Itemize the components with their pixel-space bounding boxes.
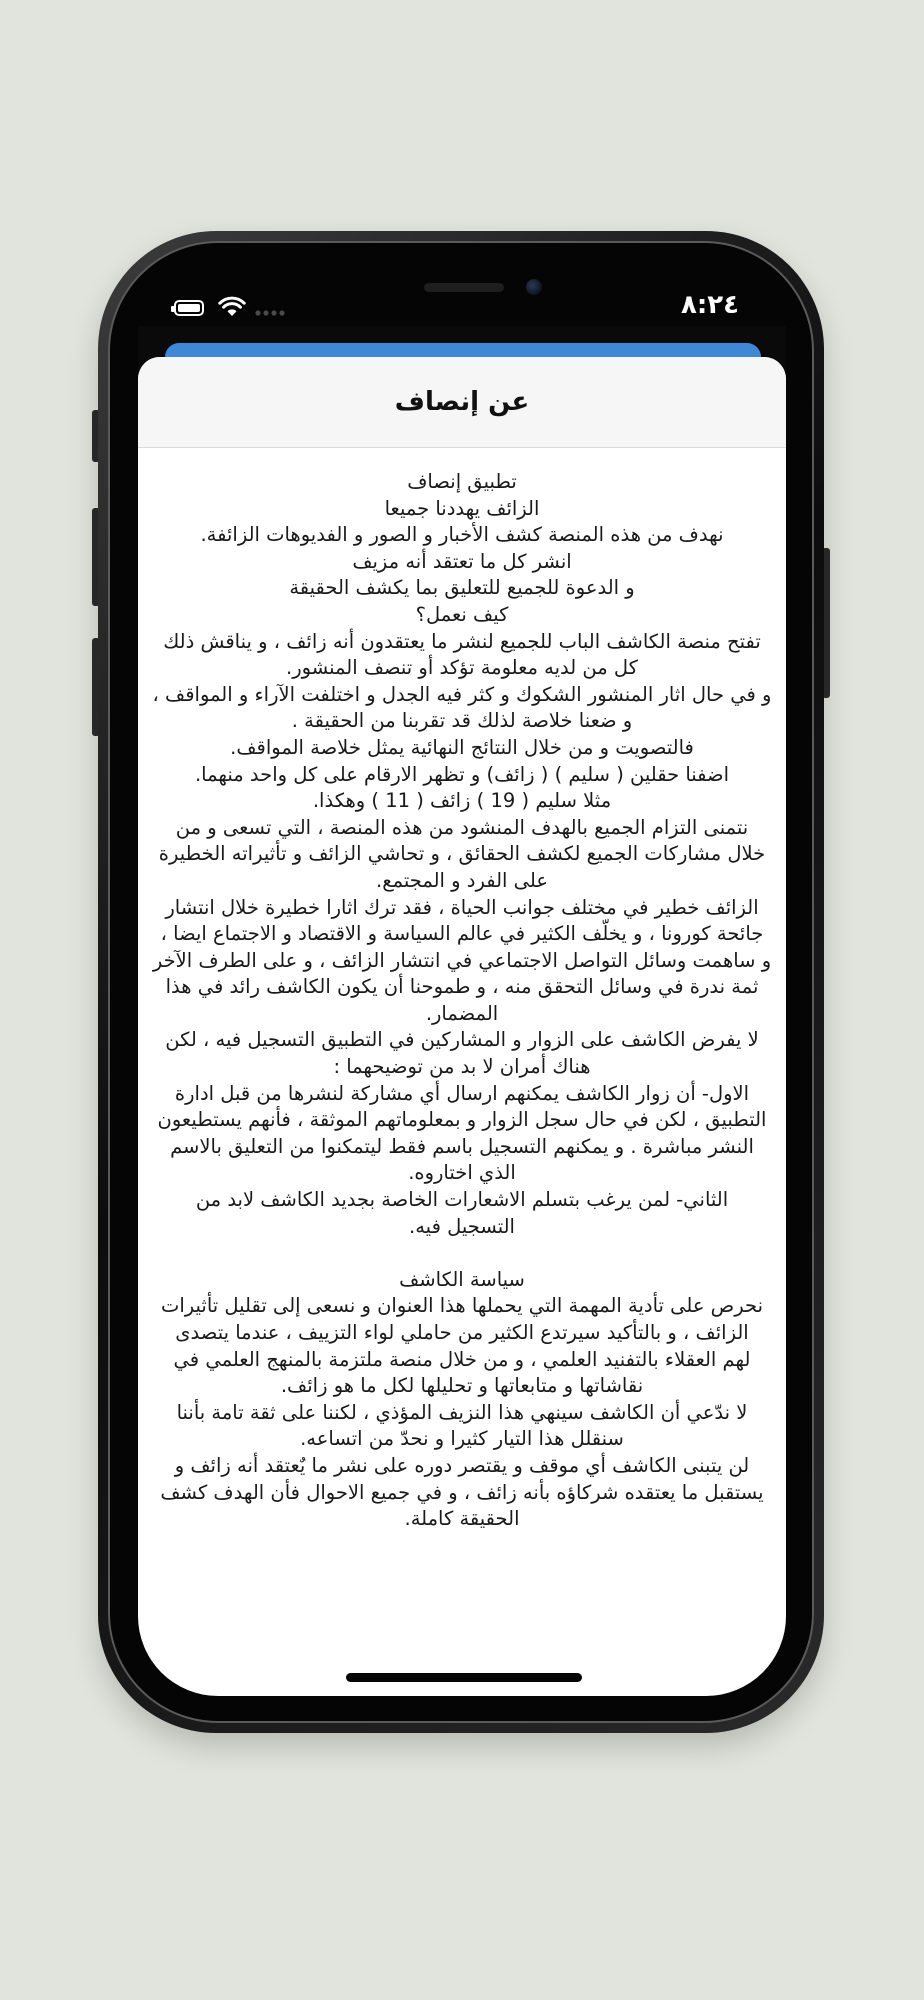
signal-dots-icon [254,308,286,318]
sheet-header [138,357,786,448]
content-line: تفتح منصة الكاشف الباب للجميع لنشر ما يعتقدون أنه زائف ، و يناقش ذلك [163,629,761,653]
content-line: لا ندّعي أن الكاشف سينهي هذا النزيف المؤذي ، لكننا على ثقة تامة بأننا [176,1400,748,1424]
earpiece-speaker [424,283,504,292]
battery-icon [174,300,204,316]
content-line: و في حال اثار المنشور الشكوك و كثر فيه الجدل و اختلفت الآراء و المواقف ، [152,682,772,706]
content-line: الذي اختاروه. [408,1161,516,1185]
content-line: الحقيقة كاملة. [404,1507,520,1531]
content-line: كيف نعمل؟ [415,602,509,626]
content-line: فالتصويت و من خلال النتائج النهائية يمثل خلاصة المواقف. [230,735,694,759]
content-line: اضفنا حقلين ( سليم ) ( زائف) و تظهر الارقام على كل واحد منهما. [194,762,729,786]
content-line: التسجيل فيه. [409,1214,515,1238]
content-line: انشر كل ما تعتقد أنه مزيف [352,549,572,573]
content-line: سنقلل هذا التيار كثيرا و نحدّ من اتساعه. [300,1427,624,1451]
content-line: و ساهمت وسائل التواصل الاجتماعي في انتشار الزائف ، و على الطرف الآخر [152,948,772,972]
content-line: المضمار. [425,1001,499,1025]
content-line: هناك أمران لا بد من توضيحهما : [333,1055,591,1079]
content-line: كل من لديه معلومة تؤكد أو تنصف المنشور. [286,656,638,680]
content-line: نحرص على تأدية المهمة التي يحملها هذا العنوان و نسعى إلى تقليل تأثيرات [160,1294,764,1318]
wifi-icon [218,296,246,318]
content-line: نقاشاتها و متابعاتها و تحليلها لكل ما هو زائف. [280,1374,644,1398]
page-title: عن إنصاف [394,387,530,417]
content-line: لا يفرض الكاشف على الزوار و المشاركين في التطبيق التسجيل فيه ، لكن [165,1028,759,1052]
content-line: مثلا سليم ( 19 ) زائف ( 11 ) وهكذا. [312,789,612,813]
content-line: الزائف يهددنا جميعا [384,496,540,520]
content-line: النشر مباشرة . و يمكنهم التسجيل باسم فقط ليتمكنوا من التعليق بالاسم [170,1134,754,1158]
content-line: و ضعنا خلاصة لذلك قد تقربنا من الحقيقة . [291,709,633,733]
content-line: على الفرد و المجتمع. [376,868,548,892]
content-line: تطبيق إنصاف [407,470,517,493]
content-line: لن يتبنى الكاشف أي موقف و يقتصر دوره على نشر ما يٌعتقد أنه زائف و [174,1453,750,1477]
content-line: ثمة ندرة في وسائل التحقق منه ، و طموحنا أن يكون الكاشف رائد في هذا [165,975,759,999]
content-line: الثاني- لمن يرغب بتسلم الاشعارات الخاصة بجديد الكاشف لابد من [195,1188,729,1212]
content-line: لهم العقلاء بالتفنيد العلمي ، و من خلال منصة ملتزمة بالمنهج العلمي في [173,1347,751,1371]
content-line: نتمنى التزام الجميع بالهدف المنشود من هذه المنصة ، التي تسعى و من [175,815,749,839]
content-line: الزائف ، و بالتأكيد سيرتدع الكثير من حاملي لواء التزييف ، عندما يتصدى [175,1321,749,1344]
status-time: ٨:٢٤ [680,290,739,320]
content-line: الاول- أن زوار الكاشف يمكنهم ارسال أي مشاركة لنشرها من قبل ادارة [174,1081,750,1105]
content-line: يستقبل ما يعتقده شركاؤه بأنه زائف ، و في جميع الاحوال فأن الهدف كشف [160,1480,764,1504]
home-indicator[interactable] [346,1673,582,1682]
content-line: خلال مشاركات الجميع لكشف الحقائق ، و تحاشي الزائف و تأثيراته الخطيرة [158,842,766,866]
about-sheet [138,357,786,1696]
content-line: و الدعوة للجميع للتعليق بما يكشف الحقيقة [289,576,635,600]
content-line: نهدف من هذه المنصة كشف الأخبار و الصور و الفديوهات الزائفة. [200,523,724,547]
content-line: سياسة الكاشف [399,1267,525,1291]
content-line: التطبيق ، لكن في حال سجل الزوار و بمعلوماتهم الموثقة ، فأنهم يستطيعون [157,1108,767,1132]
about-content [138,469,786,1533]
content-line: جائحة كورونا ، و يخلّف الكثير في عالم السياسة و الاقتصاد و الاجتماع ايضا ، [160,922,764,946]
front-camera [526,279,542,295]
paragraph-gap [138,1240,786,1267]
content-line: الزائف خطير في مختلف جوانب الحياة ، فقد ترك اثارا خطيرة خلال انتشار [165,895,759,919]
